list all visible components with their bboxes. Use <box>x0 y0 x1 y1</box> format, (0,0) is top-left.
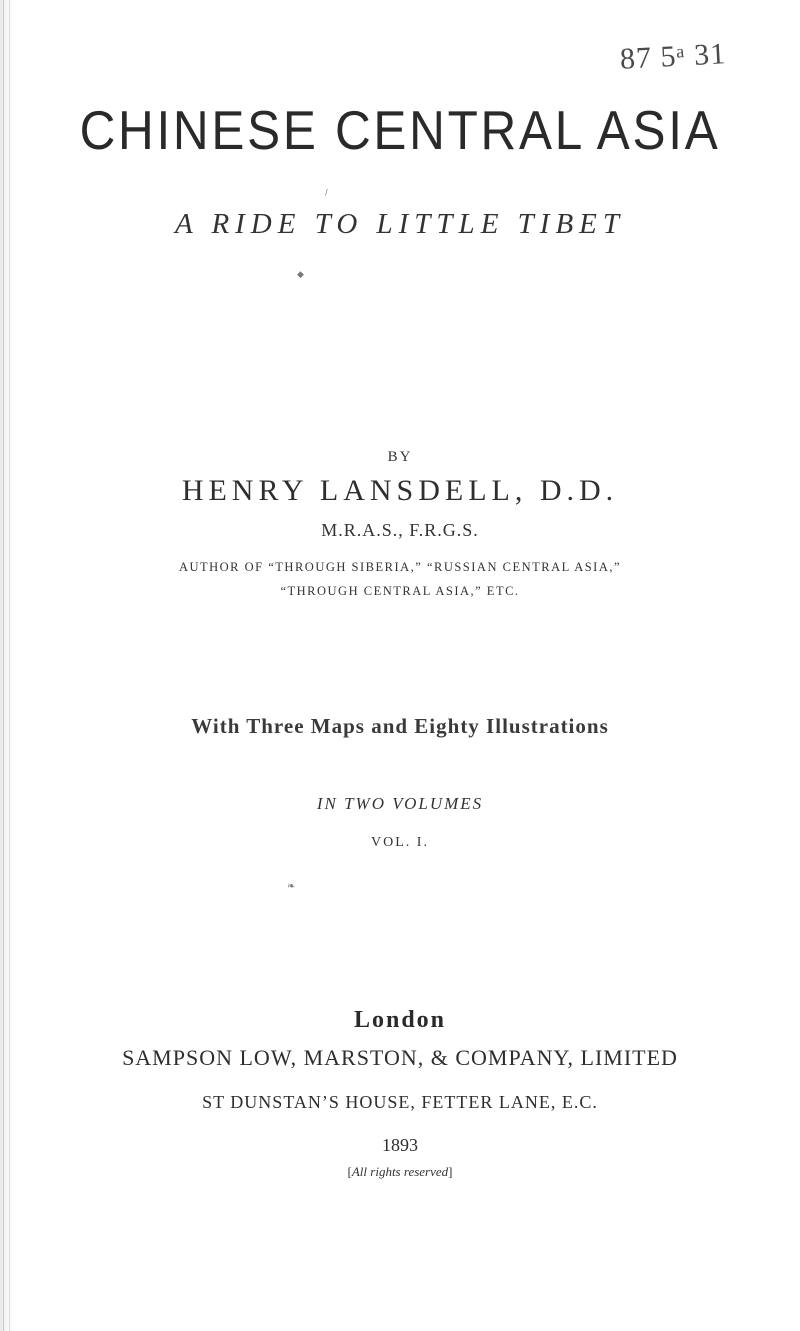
publication-year: 1893 <box>382 1135 418 1155</box>
volume-count: IN TWO VOLUMES <box>316 794 484 813</box>
imprint-place: London <box>353 1007 447 1033</box>
author-name: HENRY LANSDELL, D.D. <box>181 474 619 507</box>
gutter-edge <box>3 0 4 1331</box>
author-previous-works: AUTHOR OF “THROUGH SIBERIA,” “RUSSIAN CENTRAL ASIA,” <box>178 560 622 574</box>
ornament-icon: ❧ <box>287 881 296 892</box>
author-qualifications: M.R.A.S., F.R.G.S. <box>321 520 479 540</box>
rights-text: All rights reserved <box>351 1164 449 1179</box>
rights-notice <box>20 1164 780 1180</box>
publisher-name: SAMPSON LOW, MARSTON, & COMPANY, LIMITED <box>122 1045 678 1070</box>
rights-bracket-open: [ <box>347 1164 352 1179</box>
print-speck: / <box>325 188 328 197</box>
author-previous-works-continued: “THROUGH CENTRAL ASIA,” ETC. <box>280 584 520 598</box>
illustrations-note: With Three Maps and Eighty Illustrations <box>191 714 609 738</box>
publisher-address: ST DUNSTAN’S HOUSE, FETTER LANE, E.C. <box>202 1092 598 1112</box>
gutter-edge <box>9 0 10 1331</box>
volume-number: VOL. I. <box>371 835 429 850</box>
print-speck: ◆ <box>297 270 304 280</box>
book-subtitle: A RIDE TO LITTLE TIBET <box>175 208 625 240</box>
by-line: BY <box>387 449 413 465</box>
rights-bracket-close: ] <box>448 1164 453 1179</box>
shelfmark: 87 5ᵃ 31 <box>619 37 727 76</box>
book-title: CHINESE CENTRAL ASIA <box>79 99 721 161</box>
